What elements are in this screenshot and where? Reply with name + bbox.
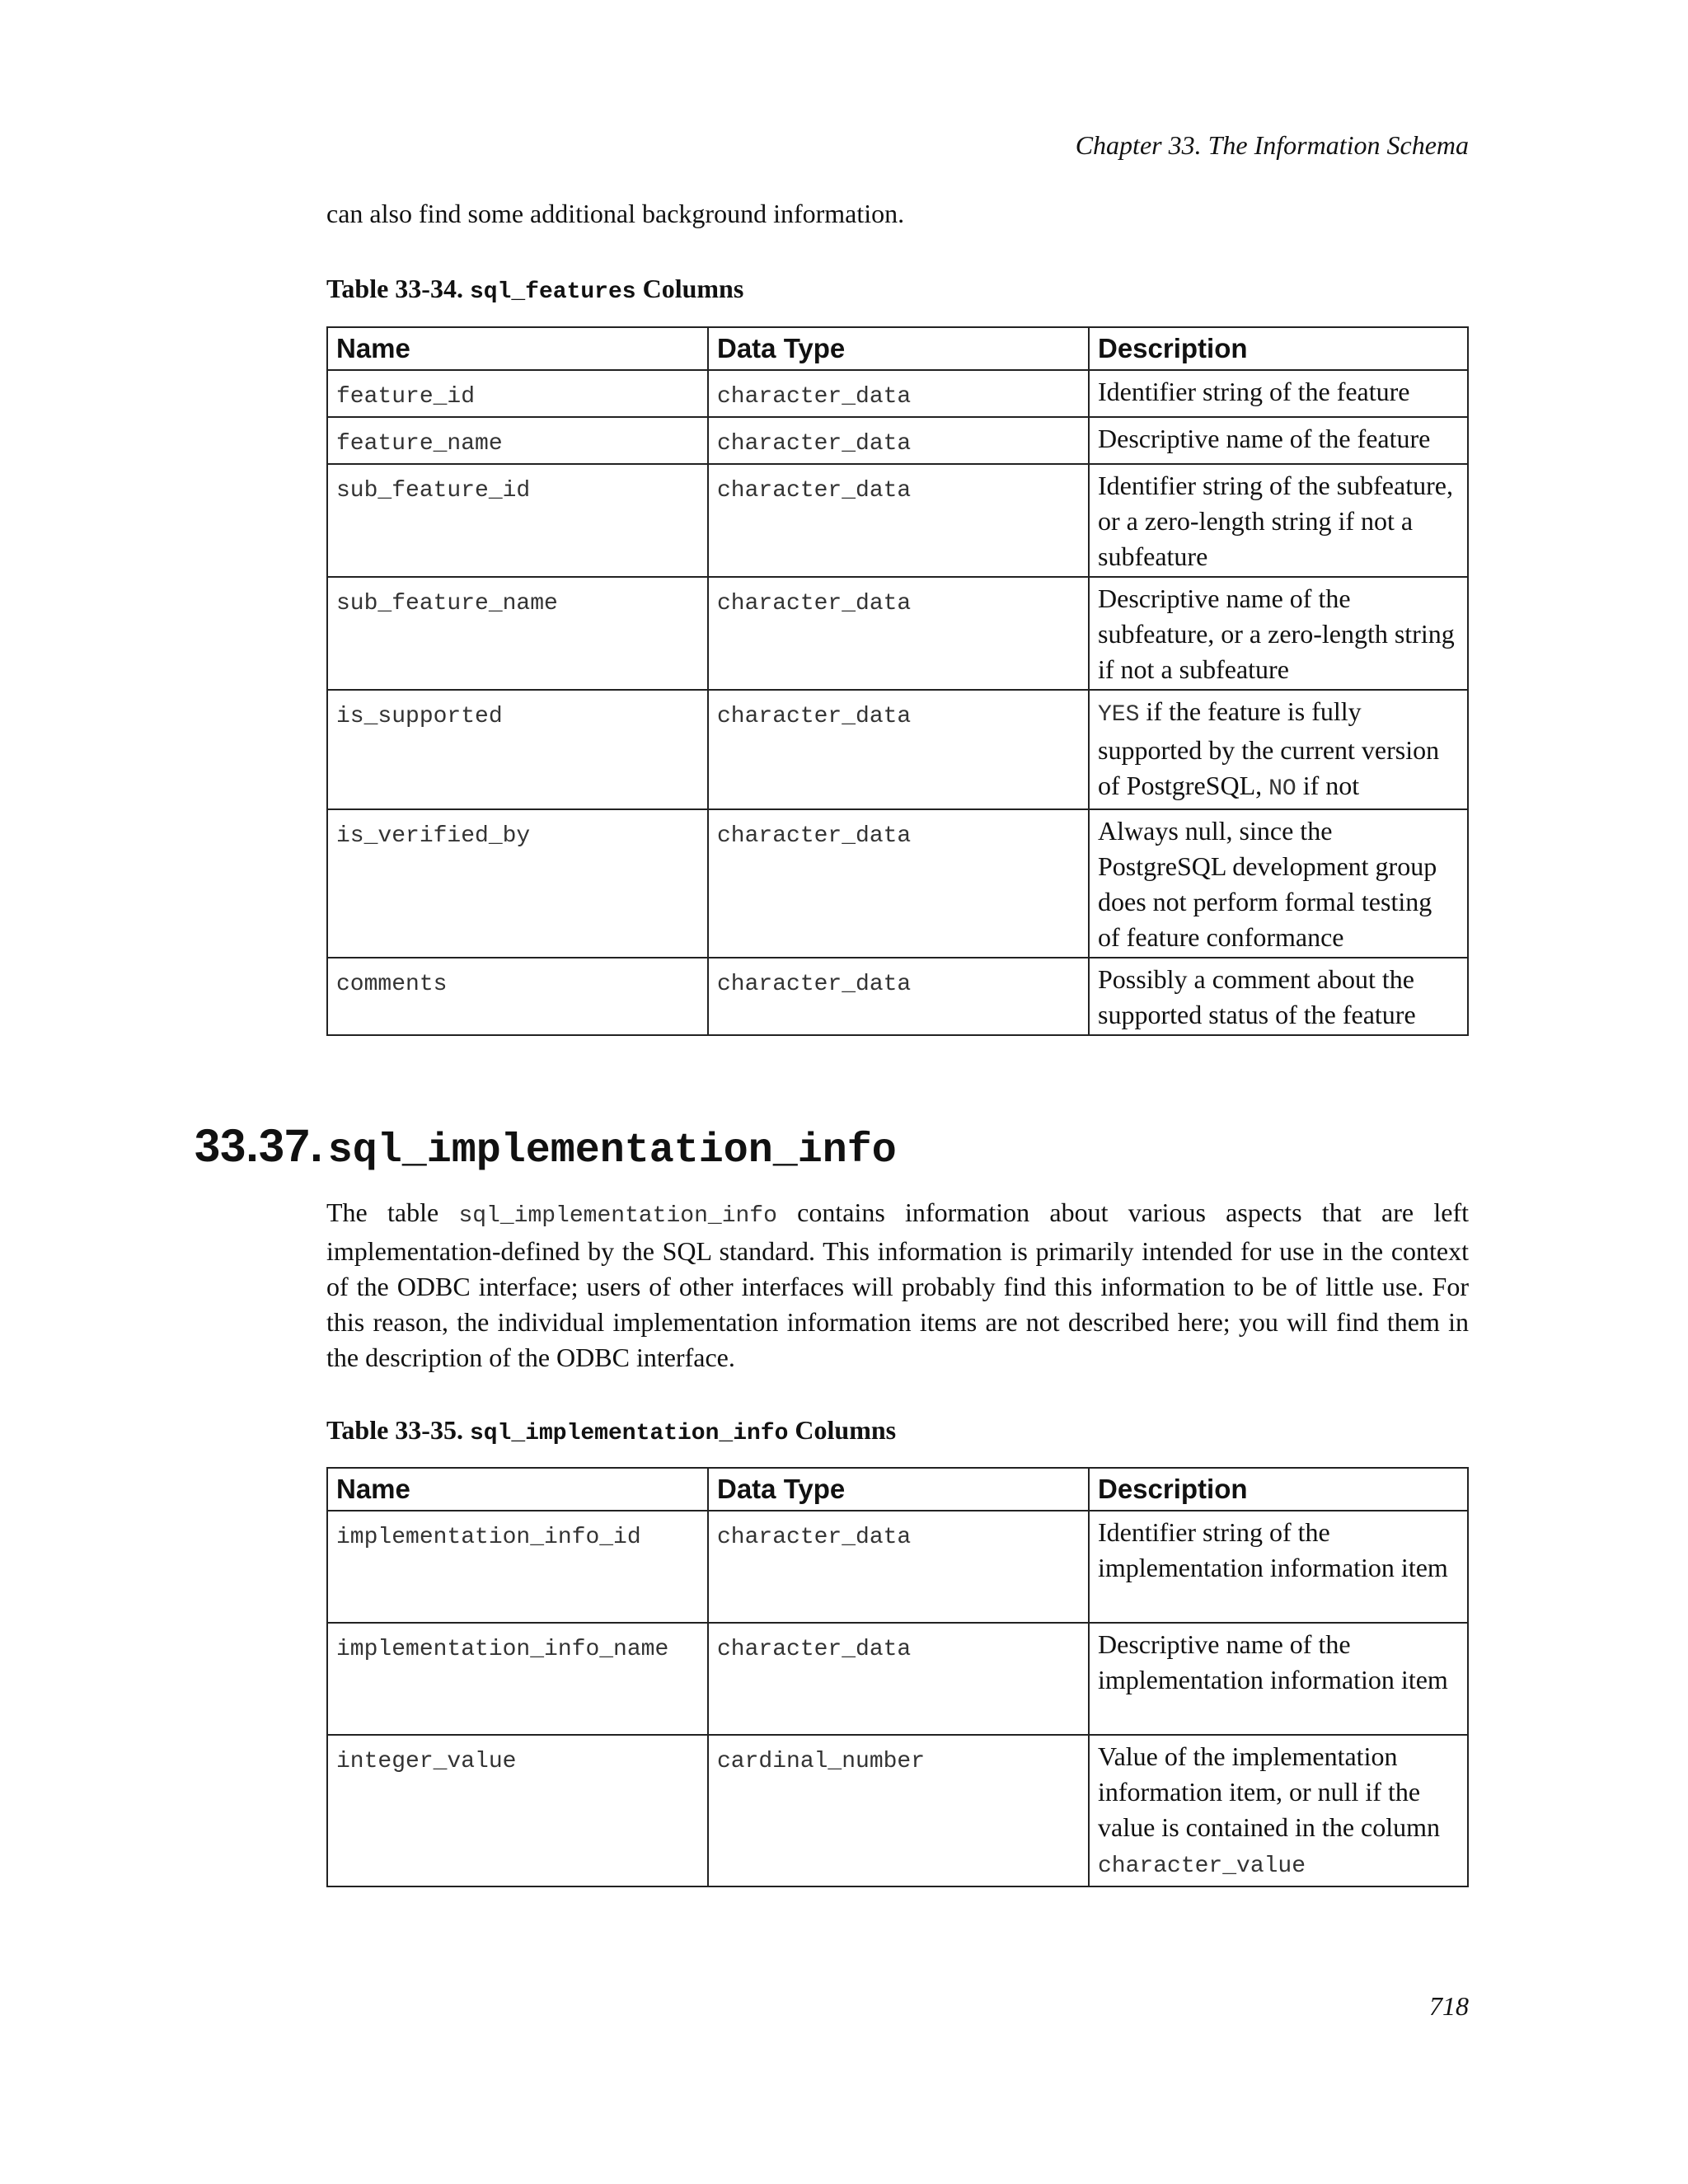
cell-type: character_data	[708, 417, 1089, 464]
column-header-data-type: Data Type	[708, 1468, 1089, 1511]
table-row	[327, 370, 1468, 417]
cell-description: Descriptive name of the feature	[1089, 417, 1468, 464]
caption-code: sql_features	[469, 279, 636, 305]
caption-suffix: Columns	[788, 1415, 897, 1445]
table-row	[327, 1511, 1468, 1623]
cell-type: character_data	[708, 370, 1089, 417]
section-heading	[195, 1116, 897, 1181]
description-text: if the feature is fully supported by the current version of PostgreSQL,	[1098, 696, 1440, 800]
cell-name: feature_id	[327, 370, 708, 417]
column-header-description: Description	[1089, 1468, 1468, 1511]
table-row	[327, 1623, 1468, 1735]
cell-type: character_data	[708, 1511, 1089, 1623]
section-number: 33.37.	[195, 1119, 323, 1171]
table-row	[327, 690, 1468, 809]
cell-type: character_data	[708, 464, 1089, 577]
cell-name: comments	[327, 958, 708, 1035]
cell-name: implementation_info_id	[327, 1511, 708, 1623]
caption-prefix: Table 33-34.	[326, 274, 470, 303]
cell-name: sub_feature_name	[327, 577, 708, 690]
cell-description: Descriptive name of the subfeature, or a zero-length string if not a subfeature	[1089, 577, 1468, 690]
cell-description: Always null, since the PostgreSQL development group does not perform formal testing of feature conformance	[1089, 809, 1468, 958]
sql-features-table	[326, 326, 1469, 1036]
cell-name: feature_name	[327, 417, 708, 464]
caption-suffix: Columns	[635, 274, 744, 303]
cell-description	[1089, 690, 1468, 809]
page-number: 718	[1429, 1991, 1469, 2021]
cell-name: implementation_info_name	[327, 1623, 708, 1735]
section-paragraph	[326, 1195, 1469, 1376]
cell-description: Possibly a comment about the supported status of the feature	[1089, 958, 1468, 1035]
running-header: Chapter 33. The Information Schema	[1075, 130, 1469, 160]
table-row	[327, 417, 1468, 464]
caption-prefix: Table 33-35.	[326, 1415, 470, 1445]
description-text: Value of the implementation information item, or null if the value is contained in the column	[1098, 1741, 1440, 1842]
table-row	[327, 464, 1468, 577]
column-header-description: Description	[1089, 327, 1468, 370]
sql-implementation-info-table	[326, 1467, 1469, 1887]
cell-type: character_data	[708, 577, 1089, 690]
table-header-row	[327, 327, 1468, 370]
cell-description: Identifier string of the implementation information item	[1089, 1511, 1468, 1623]
column-header-name: Name	[327, 1468, 708, 1511]
section-title-code: sql_implementation_info	[327, 1127, 897, 1174]
cell-description: Identifier string of the feature	[1089, 370, 1468, 417]
table-row	[327, 809, 1468, 958]
inline-code-yes: YES	[1098, 702, 1140, 728]
cell-type: character_data	[708, 690, 1089, 809]
inline-code-table-name: sql_implementation_info	[458, 1203, 777, 1229]
table-row	[327, 1735, 1468, 1886]
cell-description	[1089, 1735, 1468, 1886]
intro-text: can also find some additional background information.	[326, 199, 905, 228]
cell-description: Identifier string of the subfeature, or a zero-length string if not a subfeature	[1089, 464, 1468, 577]
cell-type: cardinal_number	[708, 1735, 1089, 1886]
cell-name: is_verified_by	[327, 809, 708, 958]
cell-type: character_data	[708, 809, 1089, 958]
cell-type: character_data	[708, 958, 1089, 1035]
table-row	[327, 958, 1468, 1035]
cell-name: sub_feature_id	[327, 464, 708, 577]
table-caption-sql-features	[326, 272, 743, 309]
table-caption-sql-implementation-info	[326, 1413, 896, 1451]
inline-code-no: NO	[1268, 776, 1296, 802]
description-text-end: if not	[1296, 771, 1360, 800]
cell-name: integer_value	[327, 1735, 708, 1886]
inline-code-character-value: character_value	[1098, 1854, 1306, 1879]
table-header-row	[327, 1468, 1468, 1511]
column-header-name: Name	[327, 327, 708, 370]
paragraph-text-start: The table	[326, 1197, 459, 1227]
cell-type: character_data	[708, 1623, 1089, 1735]
caption-code: sql_implementation_info	[469, 1421, 789, 1446]
table-row	[327, 577, 1468, 690]
cell-description: Descriptive name of the implementation information item	[1089, 1623, 1468, 1735]
column-header-data-type: Data Type	[708, 327, 1089, 370]
cell-name: is_supported	[327, 690, 708, 809]
paragraph-text-rest: contains information about various aspects that are left implementation-defined by the SQL standard. This information is primarily intended for use in the context of the ODBC interface; users of other interfaces will probably find this information to be of little use. For this reason, the individual implementation information items are not described here; you will find them in the description of the ODBC interface.	[326, 1197, 1470, 1372]
